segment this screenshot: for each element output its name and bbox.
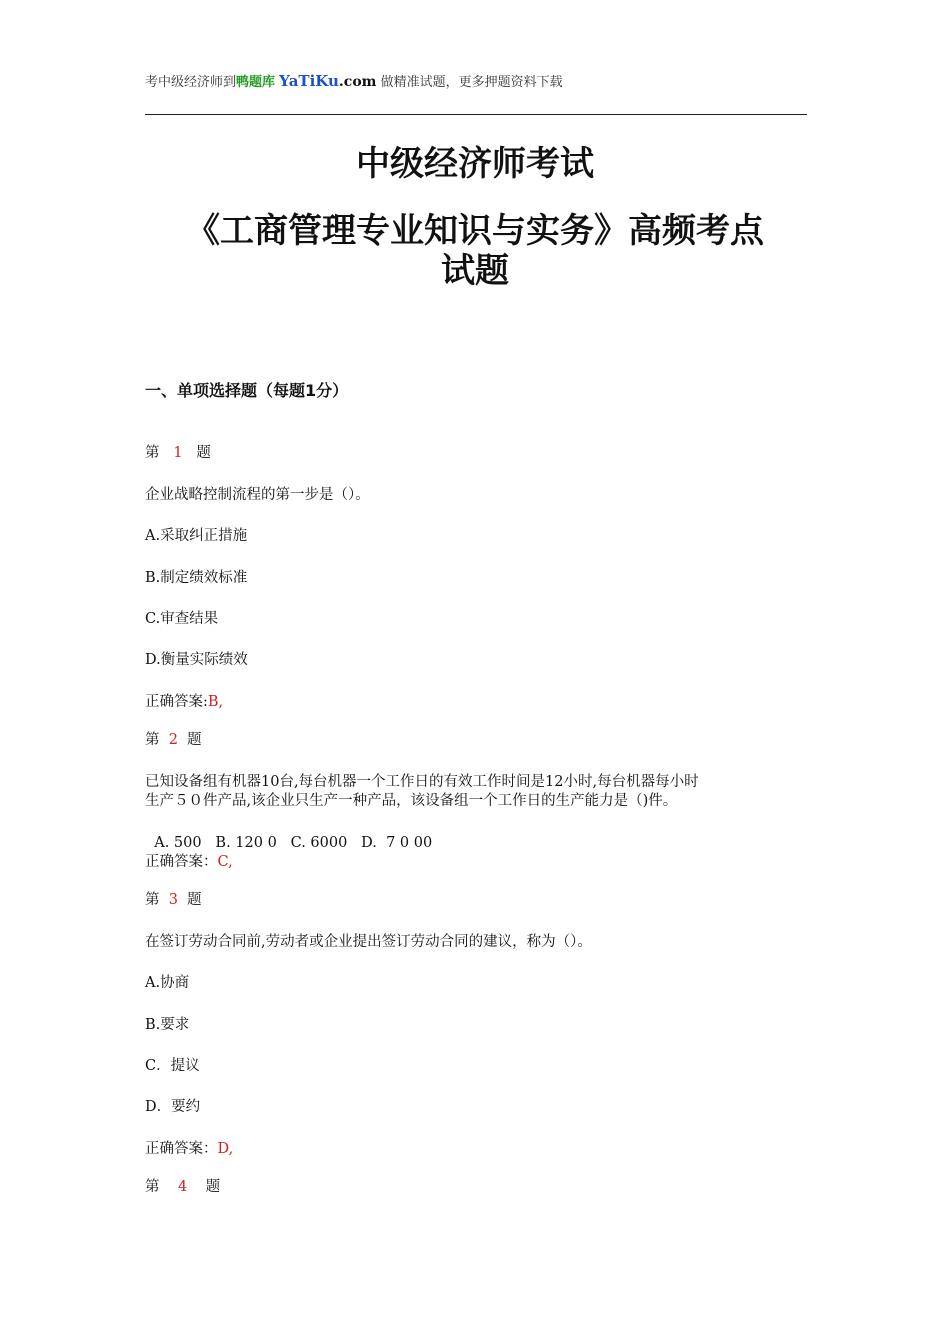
question-2-stem-line-2: 生产５０件产品,该企业只生产一种产品，该设备组一个工作日的生产能力是（)件。 <box>145 793 678 809</box>
question-2-label: 第 2 题 <box>145 732 202 748</box>
question-1-stem: 企业战略控制流程的第一步是（）。 <box>145 487 370 503</box>
document-title-line-1: 中级经济师考试 <box>356 144 594 184</box>
question-number: 4 <box>177 1179 188 1195</box>
question-2-options: A. 500 B. 120 0 C. 6000 D. 7 0 00 <box>145 835 433 851</box>
header-suffix: 做精准试题，更多押题资料下载 <box>380 75 563 90</box>
document-title-line-2: 《工商管理专业知识与实务》高频考点 <box>186 211 764 251</box>
question-3-option-b: B.要求 <box>145 1017 190 1033</box>
page-header <box>145 72 807 90</box>
question-2-stem-line-1: 已知设备组有机器10台,每台机器一个工作日的有效工作时间是12小时,每台机器每小时 <box>145 774 699 790</box>
answer-value: C, <box>217 854 233 870</box>
answer-value: B, <box>207 694 224 710</box>
question-3-stem: 在签订劳动合同前,劳动者或企业提出签订劳动合同的建议，称为（）。 <box>145 934 592 950</box>
question-3-answer: 正确答案：D, <box>145 1141 234 1157</box>
section-heading: 一、单项选择题（每题1分） <box>145 381 349 400</box>
question-4-label: 第 4 题 <box>145 1179 221 1195</box>
question-2-answer: 正确答案：C, <box>145 854 233 870</box>
question-number: 2 <box>168 732 178 748</box>
question-3-option-c: C．提议 <box>145 1058 200 1074</box>
question-1-label: 第 1 题 <box>145 445 211 461</box>
question-number: 3 <box>168 892 178 908</box>
question-1-option-a: A.采取纠正措施 <box>145 528 248 544</box>
header-divider <box>145 114 807 115</box>
question-3-label: 第 3 题 <box>145 892 202 908</box>
question-1-option-c: C.审查结果 <box>145 611 219 627</box>
question-1-option-b: B.制定绩效标准 <box>145 570 248 586</box>
question-1-option-d: D.衡量实际绩效 <box>145 652 248 668</box>
question-number: 1 <box>173 445 183 461</box>
question-3-option-d: D．要约 <box>145 1099 201 1115</box>
question-3-option-a: A.协商 <box>145 975 190 991</box>
answer-value: D, <box>217 1141 234 1157</box>
question-1-answer: 正确答案:B, <box>145 694 224 710</box>
brand-name-cn: 鸭题库 <box>236 75 276 90</box>
brand-name-en: YaTiKu <box>279 72 339 90</box>
document-title-line-3: 试题 <box>441 251 509 291</box>
header-prefix: 考中级经济师到 <box>145 75 237 90</box>
brand-domain: .com <box>338 74 377 90</box>
